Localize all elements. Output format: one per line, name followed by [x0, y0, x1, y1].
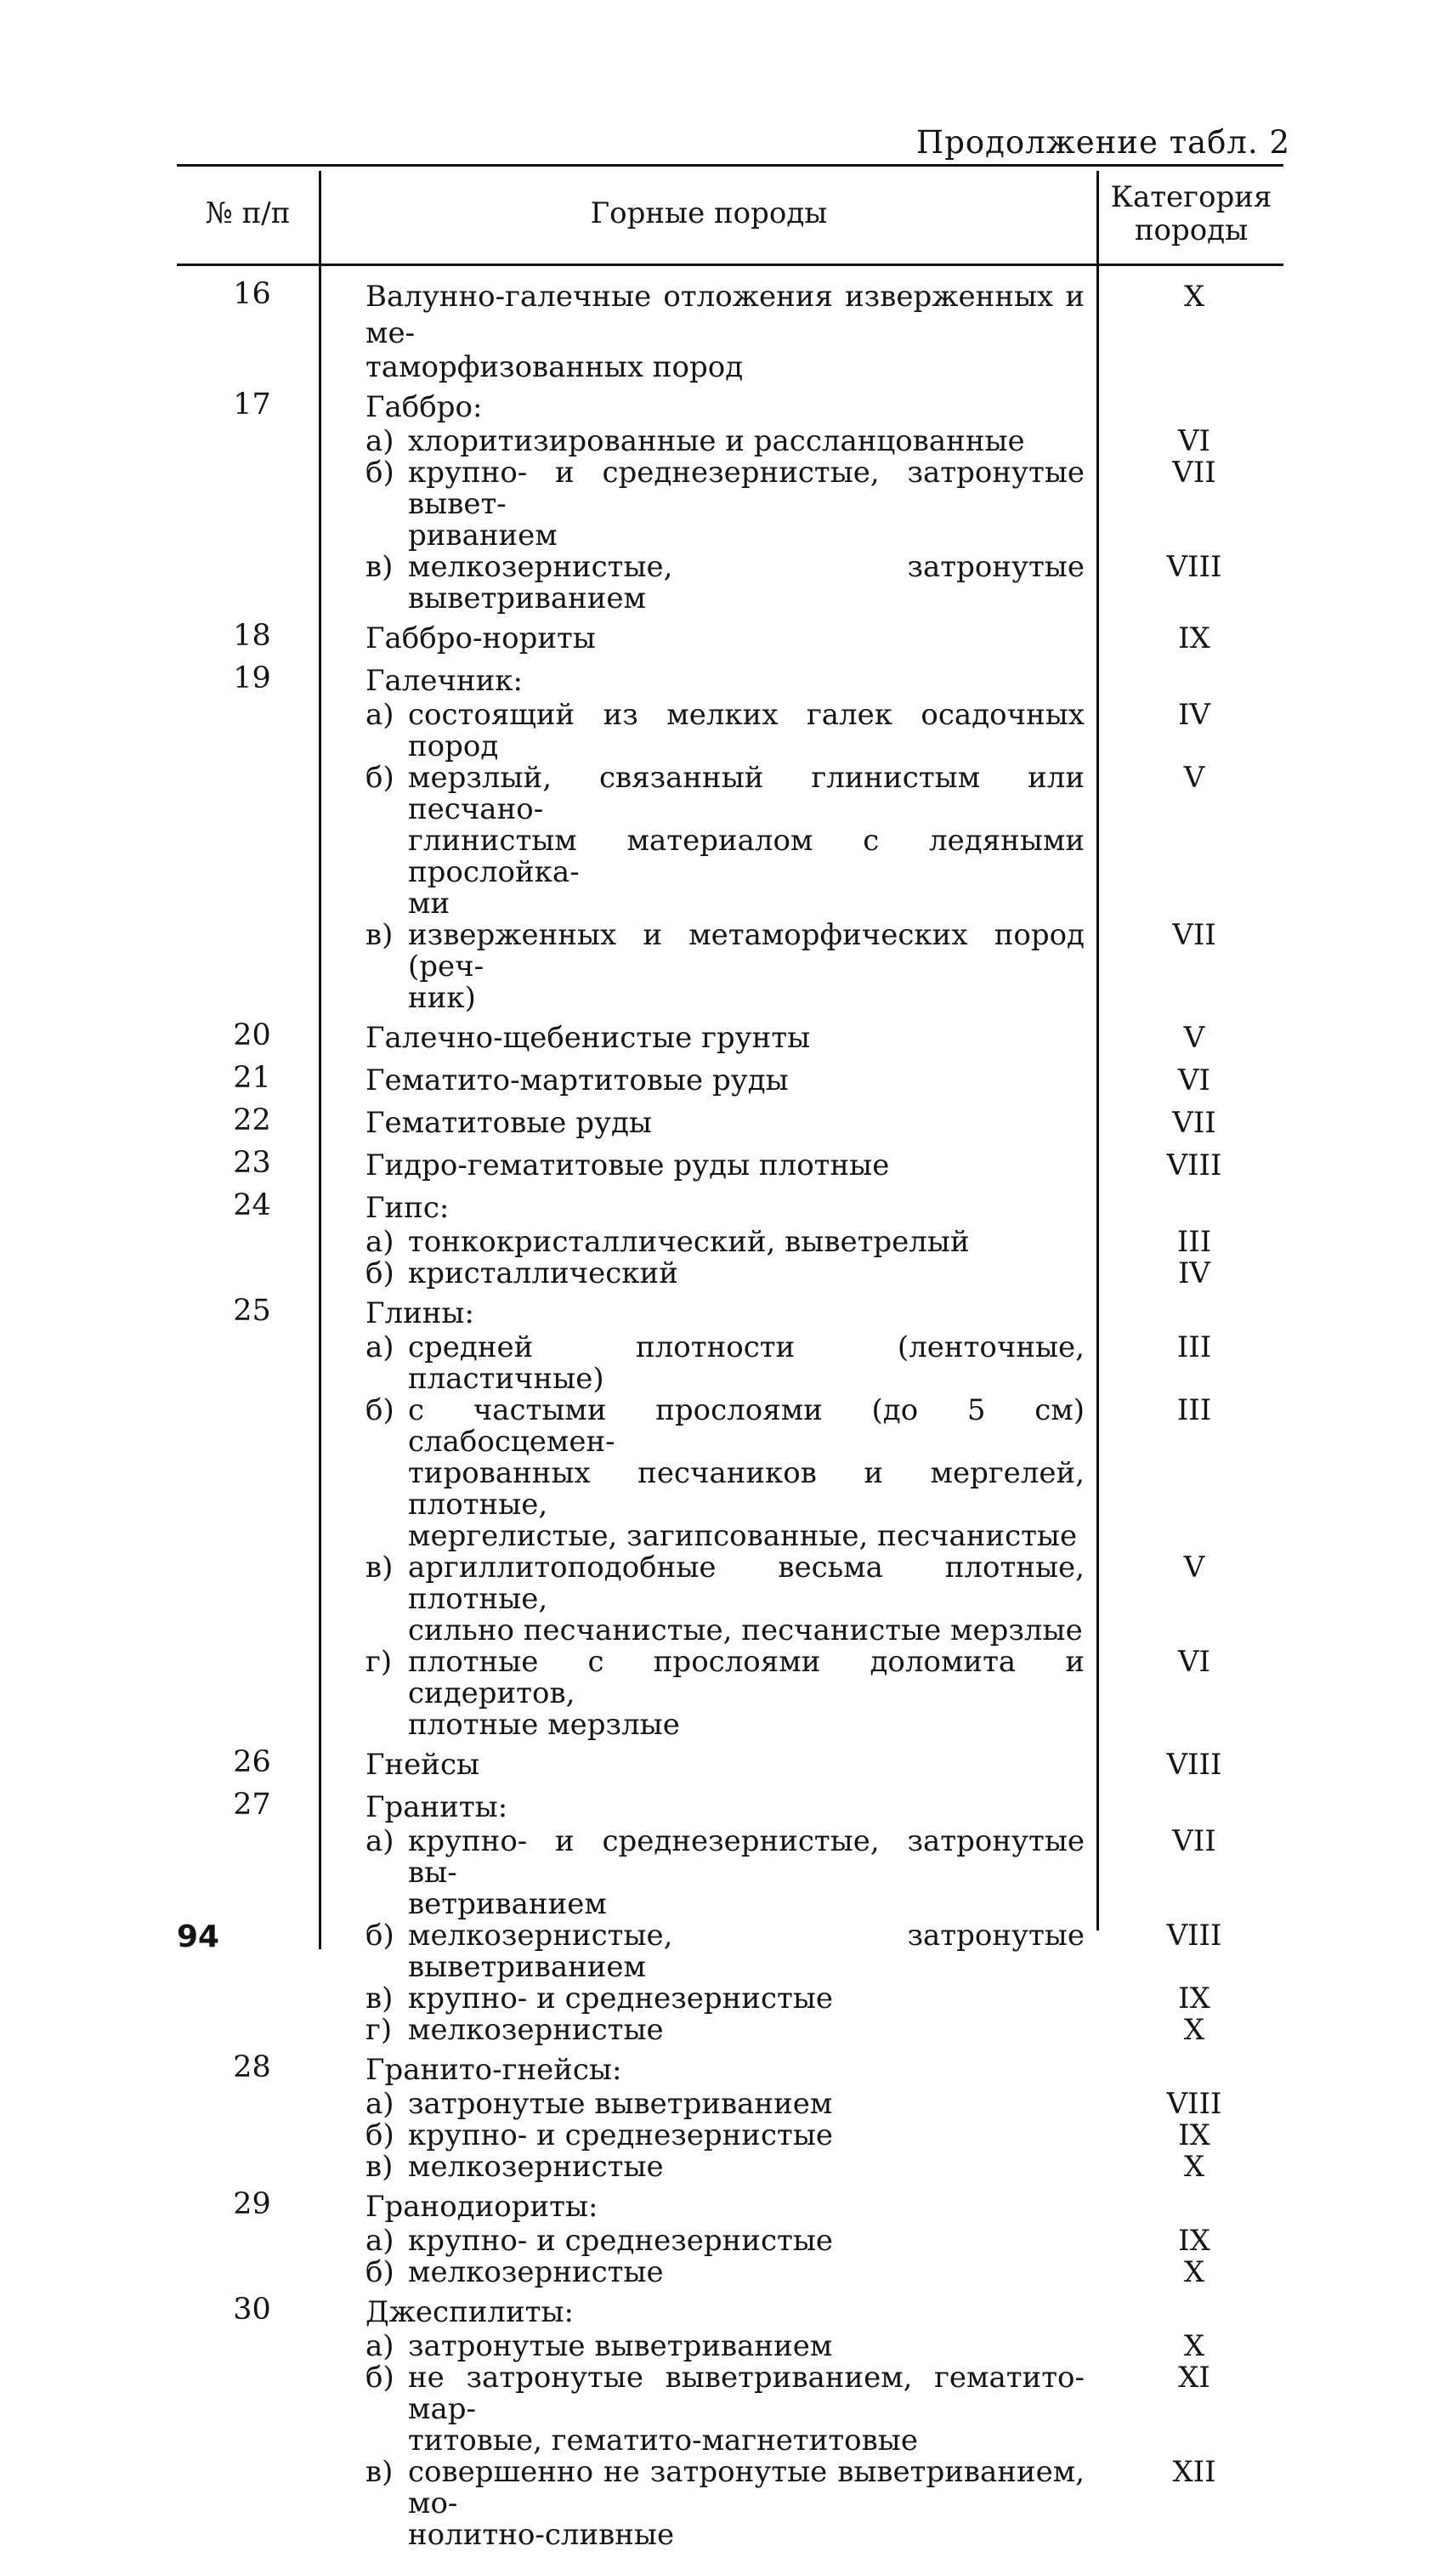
rock-category — [1096, 389, 1258, 426]
rock-description: хлоритизированные и рассланцованные — [408, 424, 1025, 458]
item-label: б) — [365, 2361, 394, 2395]
rock-description: Валунно-галечные отложения изверженных и ме- — [365, 280, 1085, 350]
rock-category: VI — [1178, 424, 1210, 458]
rock-category: VI — [1178, 1645, 1210, 1679]
item-label: г) — [365, 1645, 393, 1679]
rock-description: кристаллический — [408, 1256, 678, 1290]
item-label: а) — [365, 698, 394, 732]
rock-category: IV — [1178, 1256, 1210, 1290]
rock-description: аргиллитоподобные весьма плотные, плотные, — [408, 1551, 1085, 1616]
item-label: б) — [365, 761, 394, 795]
page-number: 94 — [177, 1919, 220, 1954]
rock-category — [1096, 1458, 1258, 1521]
rock-category: V — [1183, 761, 1205, 795]
rock-description: мелкозернистые — [408, 2013, 664, 2047]
rock-category: IX — [1178, 2224, 1210, 2258]
indent-spacer — [365, 2425, 408, 2457]
rock-category: IX — [1178, 1982, 1210, 2016]
rock-category — [1096, 1296, 1258, 1332]
rock-description: сильно песчанистые, песчанистые мерзлые — [408, 1613, 1083, 1647]
table-caption: Продолжение табл. 2 — [915, 124, 1290, 161]
rock-description: Габбро: — [365, 390, 483, 424]
indent-spacer — [365, 1889, 408, 1920]
item-label: в) — [365, 2150, 394, 2184]
rock-category: III — [1176, 1225, 1212, 1259]
rock-category: III — [1176, 1393, 1212, 1427]
rock-category: IX — [1178, 621, 1210, 655]
rock-description: Гранито-гнейсы: — [365, 2053, 622, 2087]
rock-category: X — [1183, 2150, 1205, 2184]
rock-category: VI — [1178, 1063, 1210, 1097]
row-number: 19 — [233, 661, 271, 695]
table-row — [177, 1148, 1283, 1184]
rock-category — [1096, 1789, 1258, 1826]
header-category — [1099, 164, 1283, 264]
rock-description: не затронутые выветриванием, гематито-мар- — [408, 2361, 1085, 2426]
rock-category-table — [177, 164, 1283, 2552]
rock-description: с частыми прослоями (до 5 см) слабосцемен- — [408, 1393, 1085, 1459]
rock-description: крупно- и среднезернистые, затронутые вы- — [408, 1824, 1085, 1890]
rock-description: Гипс: — [365, 1191, 450, 1225]
table-row — [177, 279, 1283, 383]
rock-description: состоящий из мелких галек осадочных пород — [408, 698, 1085, 763]
item-label: в) — [365, 1551, 394, 1585]
table-row — [177, 1190, 1283, 1290]
rock-category: VII — [1172, 1106, 1216, 1140]
rock-category — [1096, 520, 1258, 552]
table-row — [177, 621, 1283, 657]
rock-category — [1096, 2294, 1258, 2331]
rock-category: VIII — [1166, 1148, 1222, 1182]
row-number: 28 — [233, 2050, 271, 2084]
row-number: 27 — [233, 1788, 271, 1822]
indent-spacer — [365, 520, 408, 552]
rock-description: мергелистые, загипсованные, песчанистые — [408, 1519, 1078, 1553]
rock-description: затронутые выветриванием — [408, 2329, 833, 2363]
item-label: а) — [365, 1225, 394, 1259]
rock-description: плотные с прослоями доломита и сидеритов, — [408, 1645, 1085, 1710]
indent-spacer — [365, 888, 408, 920]
rock-description: таморфизованных пород — [365, 350, 744, 384]
rock-description: крупно- и среднезернистые — [408, 2118, 834, 2152]
rock-description: изверженных и метаморфических пород (реч- — [408, 918, 1085, 984]
table-row — [177, 2052, 1283, 2183]
rock-category — [1096, 888, 1258, 920]
rock-category: VIII — [1166, 2087, 1222, 2121]
table-row — [177, 663, 1283, 1014]
table-row — [177, 389, 1283, 615]
rock-description: мелкозернистые — [408, 2255, 664, 2289]
rock-description: Гнейсы — [365, 1748, 480, 1782]
rock-category: VII — [1172, 456, 1216, 490]
rock-description: крупно- и среднезернистые — [408, 1982, 834, 2016]
rock-category: IV — [1178, 698, 1210, 732]
row-number: 16 — [233, 277, 271, 311]
rock-category: VIII — [1166, 1919, 1222, 1953]
rock-category: VIII — [1166, 550, 1222, 584]
rock-category — [1096, 825, 1258, 888]
rock-description: затронутые выветриванием — [408, 2087, 833, 2121]
row-number: 26 — [233, 1745, 271, 1779]
rock-description: средней плотности (ленточные, пластичные) — [408, 1330, 1085, 1396]
table-row — [177, 1296, 1283, 1741]
rock-category: XI — [1178, 2361, 1210, 2395]
rock-description: Граниты: — [365, 1790, 508, 1824]
rock-category: X — [1183, 280, 1205, 314]
rock-category — [1096, 2520, 1258, 2551]
rock-category: VII — [1172, 918, 1216, 952]
rock-category: X — [1183, 2329, 1205, 2363]
item-label: б) — [365, 2118, 394, 2152]
rock-description: Гидро-гематитовые руды плотные — [365, 1148, 890, 1182]
row-number: 17 — [233, 388, 271, 422]
rock-category — [1096, 2052, 1258, 2089]
item-label: б) — [365, 2255, 394, 2289]
indent-spacer — [365, 2520, 408, 2551]
table-row — [177, 2189, 1283, 2288]
indent-spacer — [365, 1709, 408, 1741]
row-number: 29 — [233, 2187, 271, 2221]
rock-description: ник) — [408, 981, 476, 1015]
row-number: 22 — [233, 1103, 271, 1137]
rock-category — [1096, 663, 1258, 700]
rock-description: Джеспилиты: — [365, 2295, 574, 2329]
item-label: а) — [365, 2087, 394, 2121]
table-row — [177, 1747, 1283, 1783]
row-number: 20 — [233, 1018, 271, 1052]
rock-description: Галечник: — [365, 664, 524, 698]
rock-category — [1096, 983, 1258, 1014]
rock-category — [1096, 2189, 1258, 2225]
table-row — [177, 1105, 1283, 1142]
table-row — [177, 1020, 1283, 1057]
item-label: а) — [365, 1824, 394, 1858]
item-label: б) — [365, 456, 394, 490]
rock-category — [1096, 1615, 1258, 1647]
rock-category: X — [1183, 2255, 1205, 2289]
item-label: б) — [365, 1919, 394, 1953]
item-label: в) — [365, 2455, 394, 2489]
rock-description: глинистым материалом с ледяными прослойка- — [408, 824, 1085, 889]
indent-spacer — [365, 1615, 408, 1647]
row-number: 23 — [233, 1146, 271, 1180]
rock-description: мелкозернистые — [408, 2150, 664, 2184]
item-label: а) — [365, 2224, 394, 2258]
rock-category: IX — [1178, 2118, 1210, 2152]
rock-category: VII — [1172, 1824, 1216, 1858]
rock-description: Галечно-щебенистые грунты — [365, 1021, 811, 1055]
rock-category — [1096, 1889, 1258, 1920]
rock-description: плотные мерзлые — [408, 1708, 680, 1742]
item-label: в) — [365, 550, 394, 584]
header-category-line-1: Категория — [1110, 179, 1272, 214]
rock-category: V — [1183, 1551, 1205, 1585]
rock-description: Гематито-мартитовые руды — [365, 1063, 789, 1097]
row-number: 24 — [233, 1188, 271, 1222]
rock-category — [1096, 1709, 1258, 1741]
header-bottom-rule — [177, 264, 1283, 266]
rock-description: Глины: — [365, 1296, 474, 1330]
item-label: а) — [365, 1330, 394, 1364]
header-rock: Горные породы — [590, 196, 828, 230]
item-label: в) — [365, 1982, 394, 2016]
rock-category: VIII — [1166, 1748, 1222, 1782]
rock-category — [1096, 1190, 1258, 1227]
rock-category — [1096, 2425, 1258, 2457]
row-number: 25 — [233, 1294, 271, 1328]
rock-category: XII — [1172, 2455, 1216, 2489]
rock-category: V — [1183, 1021, 1205, 1055]
rock-description: мерзлый, связанный глинистым или песчано- — [408, 761, 1085, 826]
table-row — [177, 1063, 1283, 1099]
rock-description: ми — [408, 887, 450, 921]
rock-description: Гранодиориты: — [365, 2190, 598, 2224]
rock-category: X — [1183, 2013, 1205, 2047]
rock-description: риванием — [408, 519, 558, 553]
indent-spacer — [365, 825, 408, 888]
item-label: в) — [365, 918, 394, 952]
rock-description: нолитно-сливные — [408, 2518, 675, 2552]
rock-description: титовые, гематито-магнетитовые — [408, 2424, 918, 2458]
indent-spacer — [365, 1521, 408, 1552]
rock-description: мелкозернистые, затронутые выветриванием — [408, 550, 1085, 615]
rock-description: тированных песчаников и мергелей, плотные, — [408, 1456, 1085, 1522]
row-number: 21 — [233, 1061, 271, 1095]
indent-spacer — [365, 983, 408, 1014]
rock-category — [1096, 352, 1258, 383]
rock-description: ветриванием — [408, 1887, 607, 1921]
item-label: г) — [365, 2013, 393, 2047]
rock-description: совершенно не затронутые выветриванием, мо- — [408, 2455, 1085, 2520]
rock-description: мелкозернистые, затронутые выветриванием — [408, 1919, 1085, 1984]
rock-category — [1096, 1521, 1258, 1552]
indent-spacer — [365, 1458, 408, 1521]
header-number: № п/п — [205, 196, 291, 230]
row-number: 30 — [233, 2293, 271, 2327]
rock-description: Габбро-нориты — [365, 621, 596, 655]
rock-description: тонкокристаллический, выветрелый — [408, 1225, 970, 1259]
table-row — [177, 1789, 1283, 2046]
item-label: б) — [365, 1256, 394, 1290]
table-row — [177, 2294, 1283, 2551]
rock-description: крупно- и среднезернистые, затронутые вывет- — [408, 456, 1085, 521]
item-label: а) — [365, 424, 394, 458]
item-label: а) — [365, 2329, 394, 2363]
item-label: б) — [365, 1393, 394, 1427]
rock-description: крупно- и среднезернистые — [408, 2224, 834, 2258]
rock-description: Гематитовые руды — [365, 1106, 652, 1140]
table-body — [177, 279, 1283, 2557]
row-number: 18 — [233, 619, 271, 653]
rock-category: III — [1176, 1330, 1212, 1364]
header-category-line-2: породы — [1134, 213, 1249, 247]
